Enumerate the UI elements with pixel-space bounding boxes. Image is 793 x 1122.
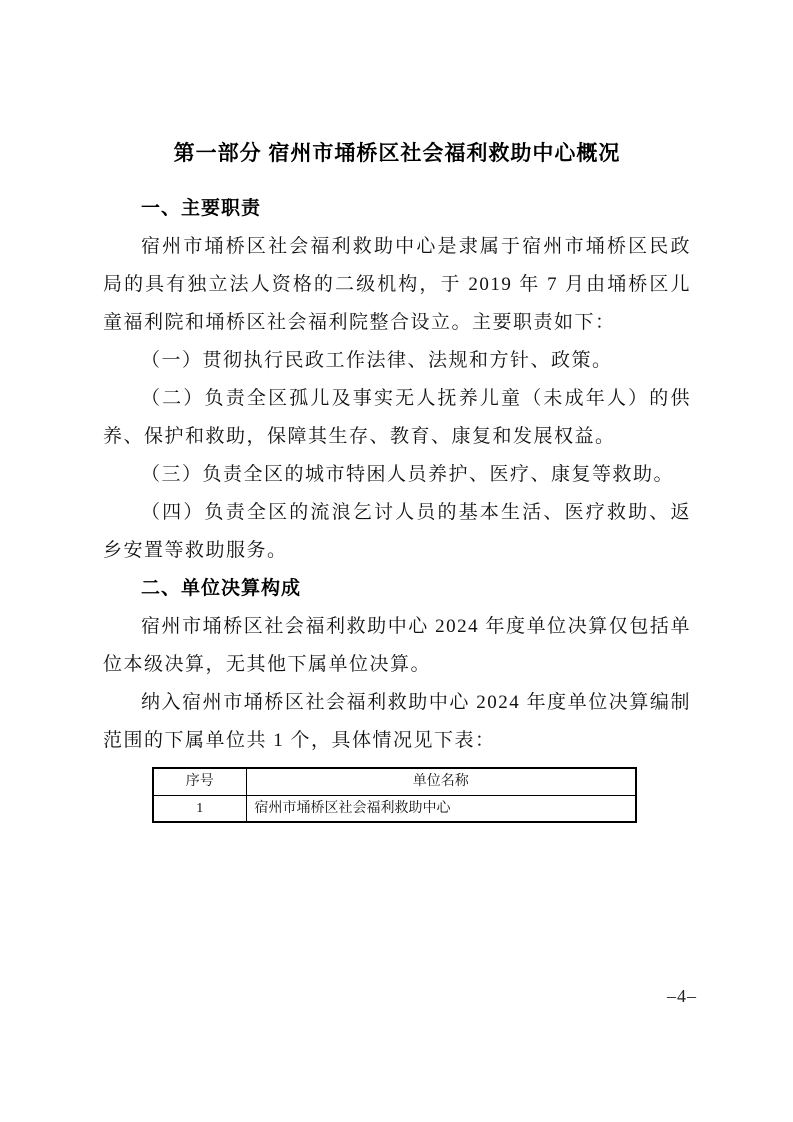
paragraph-subordinate-units: 纳入宿州市埇桥区社会福利救助中心 2024 年度单位决算编制范围的下属单位共 1 个，具体情况见下表：	[103, 692, 691, 751]
paragraph-duty-4: （四）负责全区的流浪乞讨人员的基本生活、医疗救助、返乡安置等救助服务。	[103, 502, 691, 561]
subordinate-units-table	[152, 767, 637, 823]
document-content	[103, 138, 691, 823]
page-number: –4–	[667, 986, 697, 1006]
table-cell-unit-name: 宿州市埇桥区社会福利救助中心	[246, 795, 636, 822]
paragraph-duty-2: （二）负责全区孤儿及事实无人抚养儿童（未成年人）的供养、保护和救助，保障其生存、教育、康复和发展权益。	[103, 388, 691, 447]
table-header-unit-name: 单位名称	[246, 768, 636, 795]
table-cell-index: 1	[153, 795, 246, 822]
table-header-row	[153, 768, 636, 795]
table-header-index: 序号	[153, 768, 246, 795]
paragraph-accounts-scope: 宿州市埇桥区社会福利救助中心 2024 年度单位决算仅包括单位本级决算，无其他下属单位决算。	[103, 616, 691, 675]
paragraph-intro: 宿州市埇桥区社会福利救助中心是隶属于宿州市埇桥区民政局的具有独立法人资格的二级机构，于 2019 年 7 月由埇桥区儿童福利院和埇桥区社会福利院整合设立。主要职责如下：	[103, 236, 691, 333]
paragraph-duty-3: （三）负责全区的城市特困人员养护、医疗、康复等救助。	[141, 464, 675, 485]
page-title: 第一部分 宿州市埇桥区社会福利救助中心概况	[173, 142, 621, 165]
section-heading-main-duties: 一、主要职责	[141, 198, 262, 219]
table-row	[153, 795, 636, 822]
section-heading-accounts-composition: 二、单位决算构成	[141, 578, 302, 599]
paragraph-duty-1: （一）贯彻执行民政工作法律、法规和方针、政策。	[141, 350, 613, 371]
